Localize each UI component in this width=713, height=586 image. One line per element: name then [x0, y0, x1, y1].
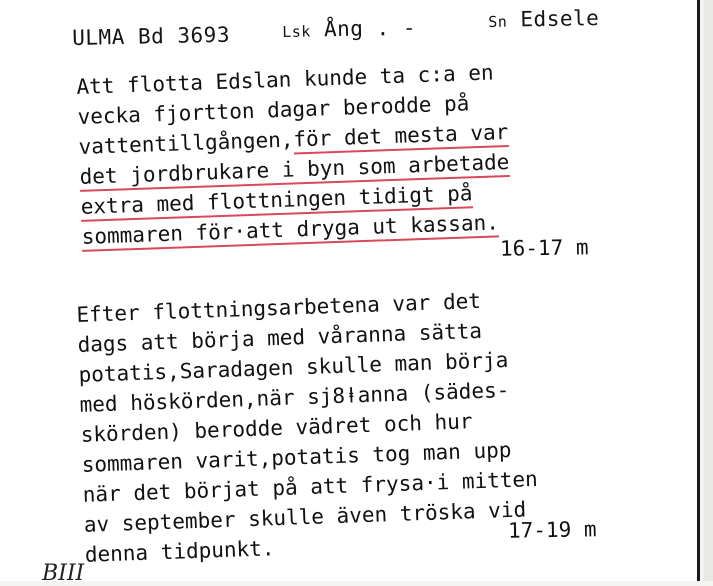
page-reference: 16-17 m [499, 235, 589, 261]
text-line: Att flotta Edslan kunde ta c:a en [76, 60, 494, 99]
handwritten-mark: BIII [42, 561, 85, 586]
text-line: vecka fjortton dagar berodde på [77, 91, 470, 129]
text-line: sommaren varit,potatis tog man upp [81, 437, 512, 477]
text-line: när det börjat på att frysa·i mitten [82, 467, 539, 507]
underlined-line: extra med flottningen tidigt på [80, 181, 473, 222]
text-segment: vattentillgången, [78, 127, 294, 159]
underlined-line: sommaren för·att dryga ut kassan. [81, 210, 499, 252]
parish-prefix: Sn [488, 12, 508, 31]
district-field [282, 16, 416, 42]
page-reference: 17-19 m [507, 517, 597, 543]
text-line: potatis,Saradagen skulle man börja [78, 347, 509, 387]
scan-edge [704, 0, 713, 581]
parish-name: Edsele [520, 6, 600, 32]
district-dots: . - [376, 15, 417, 41]
paragraph-harvest [76, 284, 540, 570]
underlined-line: det jordbrukare i byn som arbetade [79, 150, 510, 192]
parish-field [488, 6, 599, 32]
text-line: denna tidpunkt. [84, 536, 275, 567]
text-line: med höskörden,när sj8ⱡanna (sädes- [79, 377, 510, 417]
text-line: skörden) berodde vädret och hur [80, 409, 473, 447]
text-line: Efter flottningsarbetena var det [76, 288, 482, 327]
underlined-segment: för det mesta var [293, 120, 509, 154]
district-prefix: Lsk [282, 22, 311, 41]
archive-code: ULMA Bd 3693 [72, 22, 231, 50]
paragraph-floating [76, 57, 512, 252]
district-name: Ång [323, 16, 364, 42]
text-line: dags att börja med våranna sätta [77, 318, 483, 357]
text-line: av september skulle även tröska vid [83, 497, 527, 537]
